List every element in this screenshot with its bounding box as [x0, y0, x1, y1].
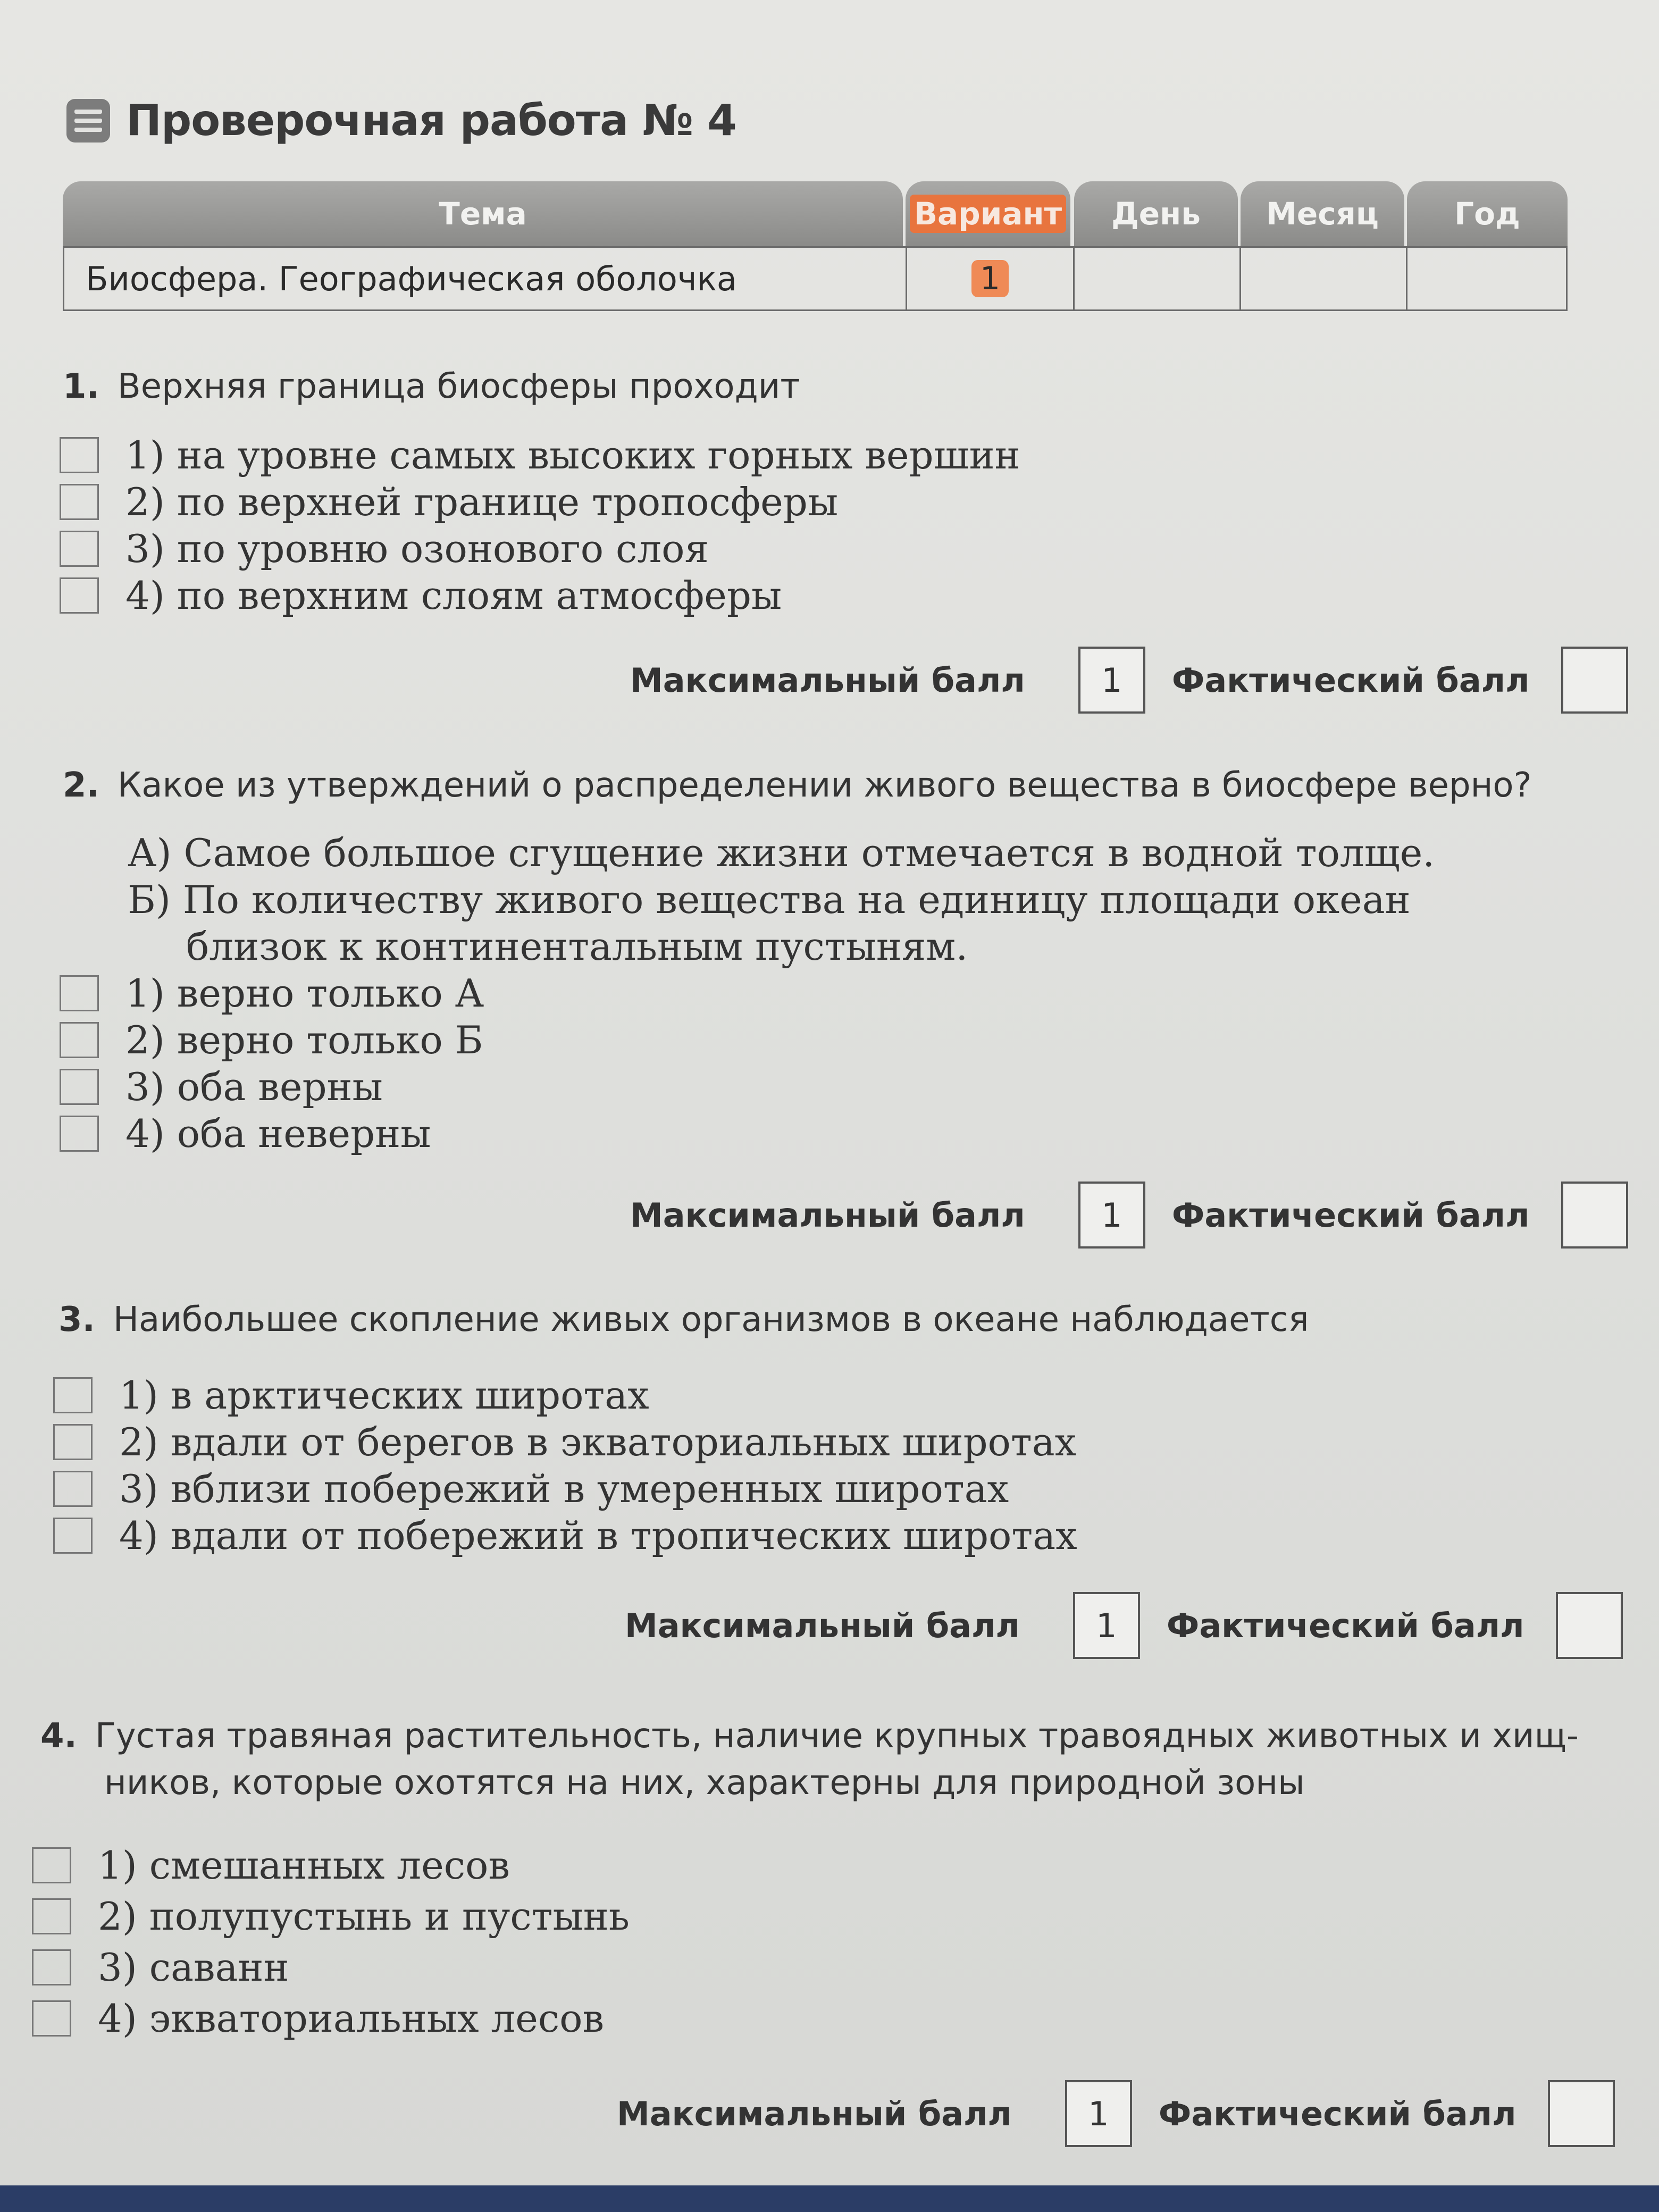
title-row: [66, 96, 736, 145]
answer-option[interactable]: 4) экваториальных лесов: [32, 1993, 630, 2044]
question-2-options: [60, 970, 484, 1157]
header-col-year: Год: [1407, 181, 1568, 246]
question-2-statement-a: А) Самое большое сгущение жизни отмечается в водной толще.: [128, 831, 1435, 875]
answer-checkbox[interactable]: [60, 577, 99, 614]
answer-checkbox[interactable]: [32, 1847, 71, 1883]
header-col-variant: Вариант: [906, 181, 1070, 246]
question-3: 3. Наибольшее скопление живых организмов в океане наблюдается: [58, 1300, 1309, 1339]
question-3-options: [53, 1372, 1077, 1559]
desk-edge: [0, 2185, 1659, 2212]
answer-checkbox[interactable]: [53, 1518, 93, 1554]
question-2-statement-b: Б) По количеству живого вещества на единицу площади океан: [128, 877, 1411, 922]
page-title: Проверочная работа № 4: [126, 96, 736, 145]
question-4-options: [32, 1840, 630, 2044]
answer-checkbox[interactable]: [53, 1377, 93, 1413]
header-col-day: День: [1074, 181, 1238, 246]
question-1: 1. Верхняя граница биосферы проходит: [63, 367, 800, 406]
actual-score-box[interactable]: [1556, 1592, 1623, 1659]
answer-option[interactable]: 2) по верхней границе тропосферы: [60, 479, 1020, 525]
answer-option[interactable]: 4) по верхним слоям атмосферы: [60, 572, 1020, 619]
answer-checkbox[interactable]: [53, 1424, 93, 1460]
answer-option[interactable]: 4) вдали от побережий в тропических широтах: [53, 1512, 1077, 1559]
header-col-month: Месяц: [1241, 181, 1404, 246]
answer-option[interactable]: 1) смешанных лесов: [32, 1840, 630, 1891]
answer-option[interactable]: 1) в арктических широтах: [53, 1372, 1077, 1419]
score-row-1: Максимальный балл 1 Фактический балл: [630, 647, 1628, 714]
score-row-2: Максимальный балл 1 Фактический балл: [630, 1182, 1628, 1249]
question-2: 2. Какое из утверждений о распределении живого вещества в биосфере верно?: [63, 766, 1532, 805]
answer-checkbox[interactable]: [60, 1116, 99, 1152]
question-4-cont: ников, которые охотятся на них, характерны для природной зоны: [104, 1763, 1305, 1803]
actual-score-box[interactable]: [1561, 647, 1628, 714]
answer-option[interactable]: 2) верно только Б: [60, 1017, 484, 1063]
max-score-box: 1: [1078, 647, 1145, 714]
score-row-4: Максимальный балл 1 Фактический балл: [617, 2080, 1615, 2147]
answer-option[interactable]: 3) вблизи побережий в умеренных широтах: [53, 1465, 1077, 1512]
max-score-box: 1: [1078, 1182, 1145, 1249]
year-cell[interactable]: [1407, 248, 1566, 309]
answer-option[interactable]: 2) вдали от берегов в экваториальных широтах: [53, 1419, 1077, 1465]
max-score-box: 1: [1065, 2080, 1132, 2147]
max-score-box: 1: [1073, 1592, 1140, 1659]
answer-option[interactable]: 3) оба верны: [60, 1063, 484, 1110]
answer-option[interactable]: 1) на уровне самых высоких горных вершин: [60, 432, 1020, 479]
question-4: 4. Густая травяная растительность, наличие крупных травоядных животных и хищ-: [40, 1716, 1579, 1756]
question-2-statement-b-cont: близок к континентальным пустыням.: [186, 924, 968, 969]
answer-checkbox[interactable]: [60, 437, 99, 473]
actual-score-box[interactable]: [1561, 1182, 1628, 1249]
answer-checkbox[interactable]: [32, 2000, 71, 2037]
answer-option[interactable]: 4) оба неверны: [60, 1110, 484, 1157]
header-table: [63, 178, 1568, 317]
answer-checkbox[interactable]: [32, 1898, 71, 1934]
answer-checkbox[interactable]: [60, 975, 99, 1011]
variant-cell: 1: [907, 248, 1075, 309]
answer-option[interactable]: 3) саванн: [32, 1942, 630, 1993]
answer-checkbox[interactable]: [60, 1022, 99, 1058]
answer-option[interactable]: 3) по уровню озонового слоя: [60, 525, 1020, 572]
answer-option[interactable]: 1) верно только А: [60, 970, 484, 1017]
day-cell[interactable]: [1075, 248, 1241, 309]
answer-checkbox[interactable]: [60, 531, 99, 567]
question-1-options: [60, 432, 1020, 619]
answer-checkbox[interactable]: [60, 484, 99, 520]
answer-option[interactable]: 2) полупустынь и пустынь: [32, 1891, 630, 1942]
answer-checkbox[interactable]: [60, 1069, 99, 1105]
answer-checkbox[interactable]: [53, 1471, 93, 1507]
header-col-topic: Тема: [63, 181, 903, 246]
score-row-3: Максимальный балл 1 Фактический балл: [625, 1592, 1623, 1659]
month-cell[interactable]: [1241, 248, 1407, 309]
topic-cell: Биосфера. Географическая оболочка: [64, 248, 907, 309]
list-icon: [66, 99, 110, 143]
answer-checkbox[interactable]: [32, 1949, 71, 1985]
actual-score-box[interactable]: [1548, 2080, 1615, 2147]
